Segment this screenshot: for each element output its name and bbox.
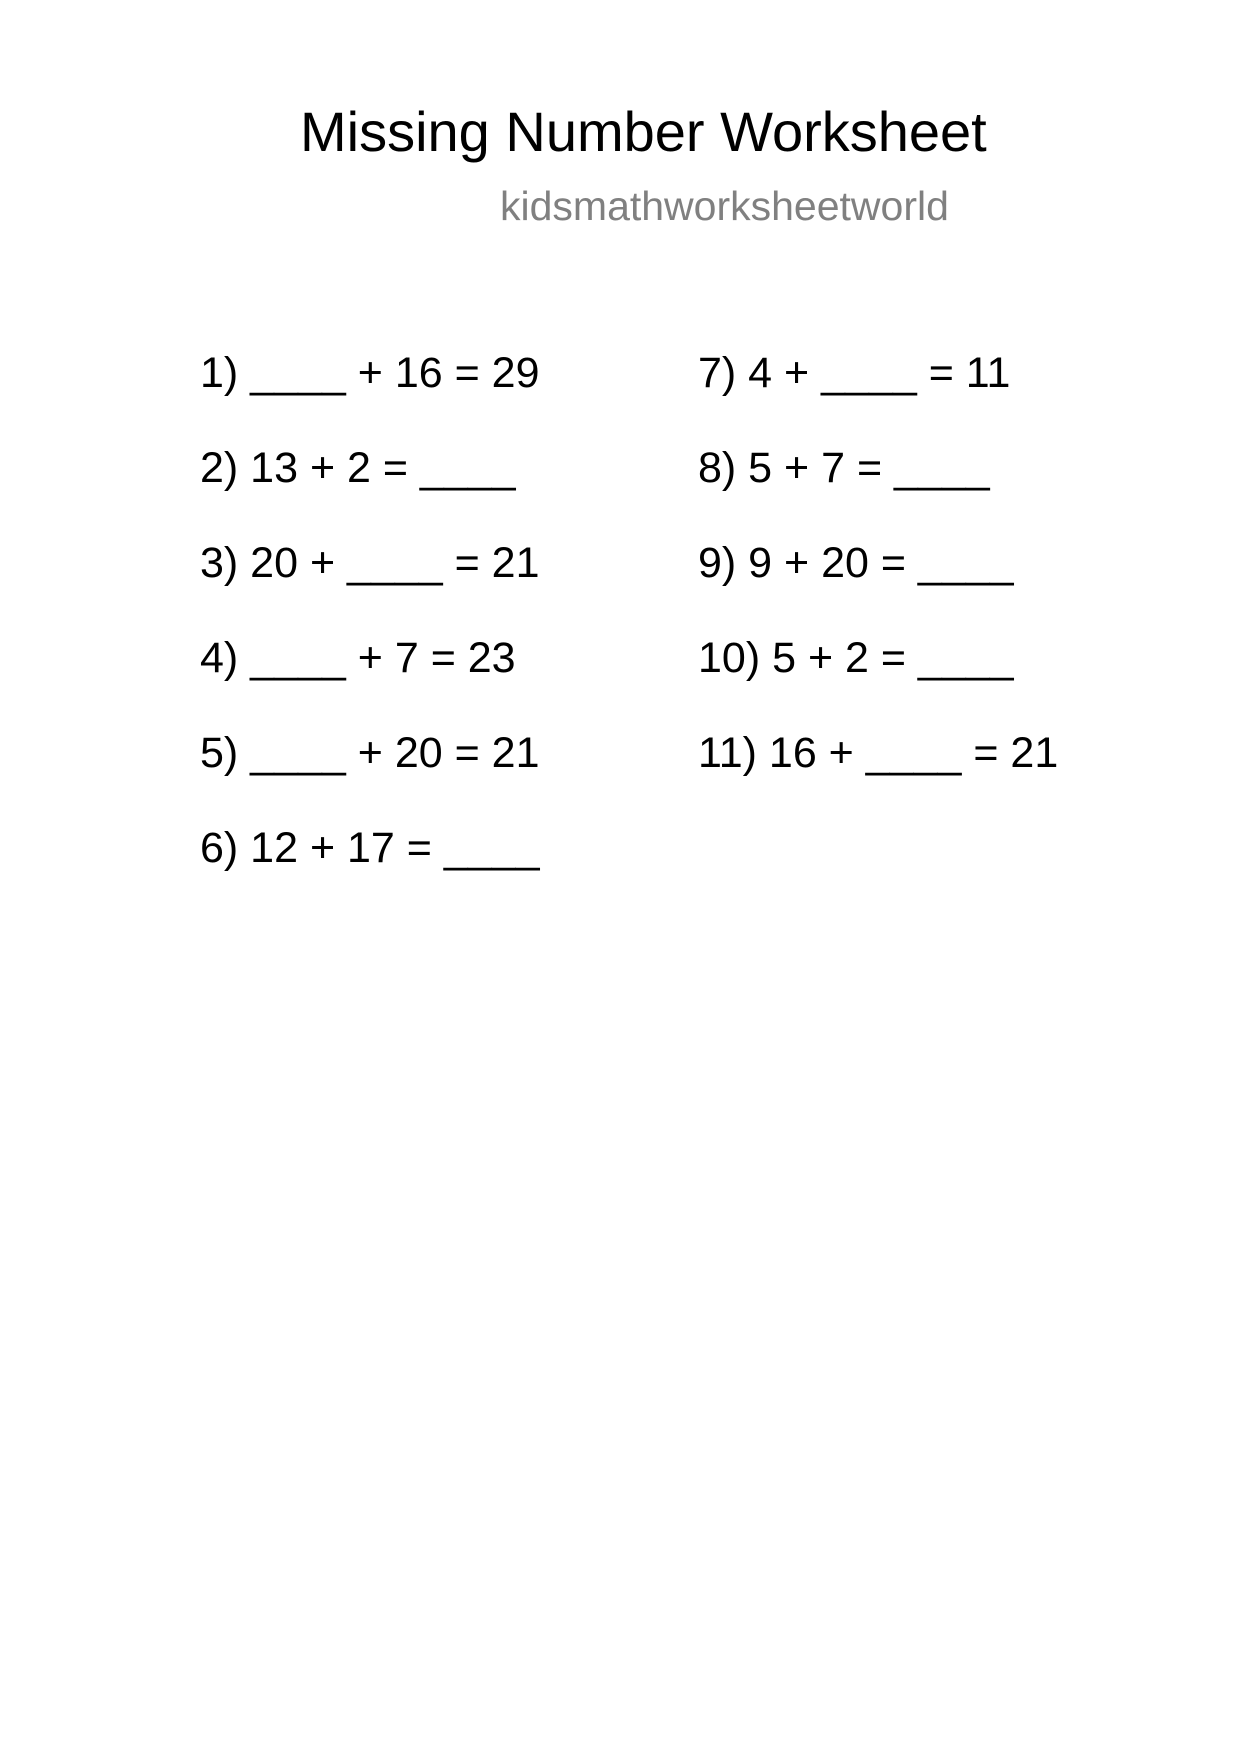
problem-4: 4) ____ + 7 = 23 — [200, 634, 516, 682]
problem-3: 3) 20 + ____ = 21 — [200, 539, 540, 587]
problem-9: 9) 9 + 20 = ____ — [698, 539, 1014, 587]
problems-left-column — [200, 348, 540, 918]
problem-10: 10) 5 + 2 = ____ — [698, 634, 1014, 682]
problem-5: 5) ____ + 20 = 21 — [200, 729, 540, 777]
problem-7: 7) 4 + ____ = 11 — [698, 349, 1011, 397]
problems-right-column — [698, 348, 1058, 823]
page-title: Missing Number Worksheet — [300, 100, 987, 163]
problem-11: 11) 16 + ____ = 21 — [698, 729, 1059, 777]
problem-2: 2) 13 + 2 = ____ — [200, 444, 516, 492]
problem-1: 1) ____ + 16 = 29 — [200, 349, 540, 397]
page-subtitle: kidsmathworksheetworld — [500, 183, 949, 229]
problem-8: 8) 5 + 7 = ____ — [698, 444, 990, 492]
problem-6: 6) 12 + 17 = ____ — [200, 824, 540, 872]
